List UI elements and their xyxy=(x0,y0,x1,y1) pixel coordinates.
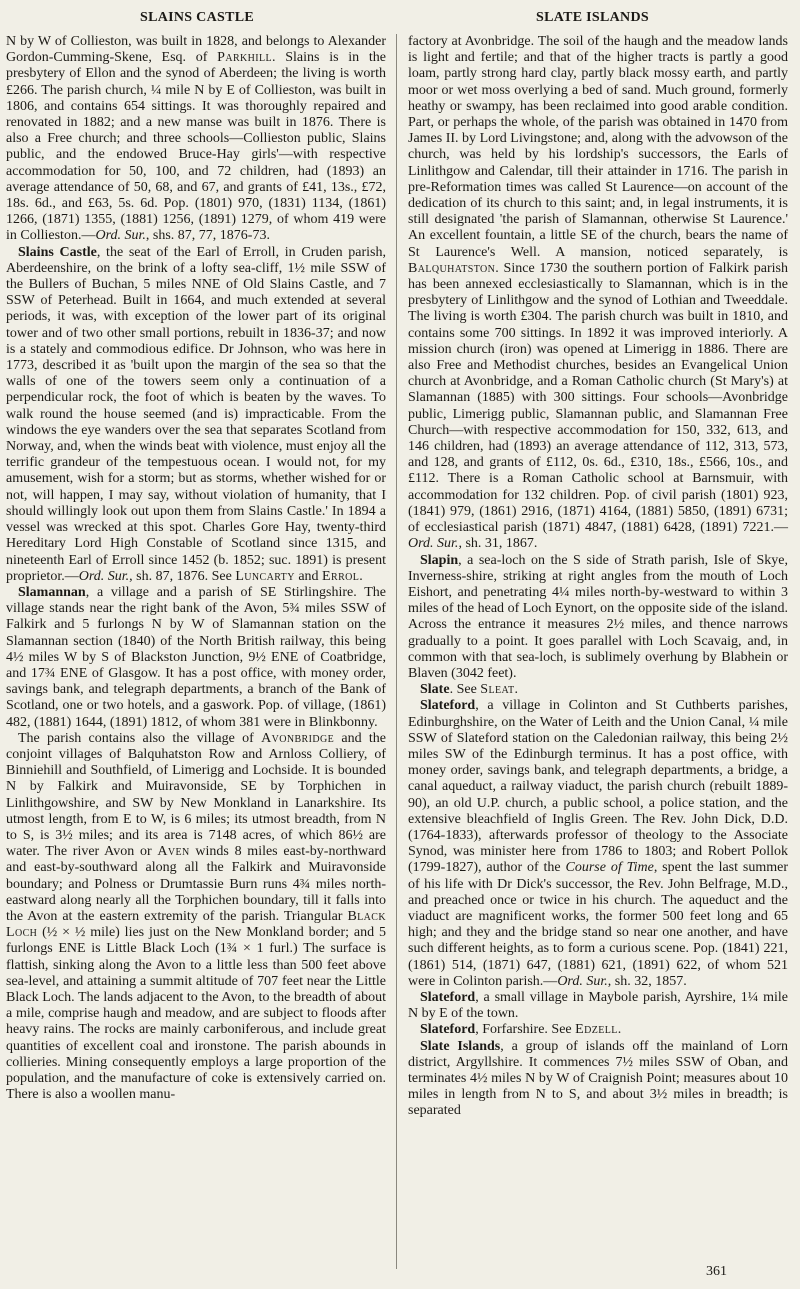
entry-slate: Slate. See Sleat. xyxy=(420,682,519,698)
entry-slains-continued: N by W of Collieston, was built in 1828, and belongs to Alexander Gordon-Cumming-Skene, Esq. of Parkhill. Slains is in the presbytery of Ellon and the synod of Aberdeen; the living is worth £266. The parish church, ¼ mile N by E of Collieston, was built in 1806, and contains 654 sittings. It was thoroughly repaired and renovated in 1882; and a new manse was built in 1876. There is also a Free church; and three schools—Collieston public, Slains public, and the endowed Bruce-Hay girls'—with respective accommodation for 50, 100, and 72 children, had (1893) an average attendance of 50, 68, and 67, and grants of £41, 13s., £72, 18s. 6d., and £63, 5s. 6d. Pop. (1801) 970, (1831) 1134, (1861) 1266, (1871) 1355, (1881) 1256, (1891) 1279, of whom 419 were in Collieston.—Ord. Sur., shs. 87, 77, 1876-73. xyxy=(6,34,386,244)
cross-reference: Edzell xyxy=(575,1022,618,1038)
entry-headword: Slains Castle xyxy=(18,244,97,260)
right-column xyxy=(408,34,788,1120)
cross-reference: Avonbridge xyxy=(261,730,335,746)
entry-headword: Slateford xyxy=(420,698,476,714)
book-title: Course of Time xyxy=(565,860,654,876)
citation: Ord. Sur. xyxy=(408,536,459,552)
entry-slamannan-parish: The parish contains also the village of Avonbridge and the conjoint villages of Balquhatston Row and Arnloss Colliery, of Binniehill and Southfield, of Limerigg and Lochside. It is bounded N by Falkirk and Muiravonside, SE by Torphichen in Linlithgowshire, and SW by New Monkland in Lanarkshire. Its utmost length, from E to W, is 6 miles; its utmost breadth, from N to S, is 3½ miles; and its area is 7148 acres, of which 86½ are water. The river Avon or Aven winds 8 miles east-by-northward and east-by-southward along all the Falkirk and Muiravonside boundary; and Polness or Drumtassie Burn runs 4¾ miles north-eastward along nearly all the Torphichen boundary, till it falls into the Avon at the eastern extremity of the parish. Triangular Black Loch (½ × ½ mile) lies just on the New Monkland border; and 5 furlongs ENE is Little Black Loch (1¾ × 1 furl.) The surface is flattish, sinking along the Avon to a little less than 500 feet above sea-level, and attaining a summit altitude of 707 feet near the Little Black Loch. The lands adjacent to the Avon, to the breadth of about a mile, comprise haugh and meadow, and are subject to floods after heavy rains. The rocks are mainly carboniferous, and include great quantities of excellent coal and ironstone. The parish abounds in collieries. Mining consequently employs a large proportion of the population, and the manufacture of coke is extensively carried on. There is also a woollen manu- xyxy=(6,730,386,1103)
citation: Ord. Sur. xyxy=(95,228,146,244)
entry-headword: Slateford xyxy=(420,1022,476,1038)
entry-headword: Slateford xyxy=(420,989,476,1005)
entry-slamannan: Slamannan, a village and a parish of SE Stirlingshire. The village stands near the right bank of the Avon, 5¾ miles SSW of Falkirk and 5 furlongs N by W of Slamannan station on the Slamannan section (1840) of the North British railway, this being 4½ miles W by S of Blackston Junction, 9½ ENE of Coatbridge, and 17¾ ENE of Glasgow. It has a post office, with money order, savings bank, and telegraph departments, a branch of the Bank of Scotland, one or two hotels, and a gaswork. Pop. of village, (1861) 482, (1881) 1644, (1891) 1812, of whom 381 were in Blinkbonny. xyxy=(6,584,386,730)
cross-reference: Sleat xyxy=(480,682,515,698)
entry-headword: Slapin xyxy=(420,552,459,568)
column-rule xyxy=(396,34,397,1269)
page-number: 361 xyxy=(706,1264,727,1279)
running-head-right: SLATE ISLANDS xyxy=(536,10,649,25)
entry-slateford-maybole: Slateford, a small village in Maybole parish, Ayrshire, 1¼ mile N by E of the town. xyxy=(408,989,788,1022)
cross-reference: Luncarty xyxy=(235,568,295,584)
cross-reference: Black Loch xyxy=(6,908,386,941)
entry-headword: Slate Islands xyxy=(420,1038,501,1054)
entry-slate-islands: Slate Islands, a group of islands off the mainland of Lorn district, Argyllshire. It commences 7½ miles SSW of Oban, and terminates 4½ miles N by W of Craignish Point; measures about 10 miles in length from N to S, and about 3½ miles in breadth; is separated xyxy=(408,1038,789,1119)
entry-slateford-forfarshire: Slateford, Forfarshire. See Edzell. xyxy=(420,1022,622,1038)
cross-reference: Balquhatston xyxy=(408,260,496,276)
entry-slains-castle: Slains Castle, the seat of the Earl of Erroll, in Cruden parish, Aberdeenshire, on the brink of a lofty sea-cliff, 1½ mile SSW of the Bullers of Buchan, 5 miles NNE of Old Slains Castle, and 7 SSW of Peterhead. Built in 1664, and much extended at several periods, it was, with exception of the lower part of its original tower and of two other small portions, rebuilt in 1836-37; and now is a stately and commodious edifice. Dr Johnson, who was here in 1773, described it as 'built upon the margin of the sea so that the walls of one of the towers seem only a continuation of a perpendicular rock, the foot of which is beaten by the waves. To walk round the house seemed (and is) impracticable. From the windows the eye wanders over the sea that separates Scotland from Norway, and, when the winds beat with violence, must enjoy all the terrific grandeur of the tempestuous ocean. I would not, for my amusement, wish for a storm; but as storms, whether wished for or not, will happen, I may say, without violation of humanity, that I should willingly look out upon them from Slains Castle.' In 1894 a vessel was wrecked at this spot. Charles Gore Hay, twenty-third Hereditary Lord High Constable of Scotland since 1315, and nineteenth Earl of Erroll since 1452 (b. 1852; suc. 1891) is present proprietor.—Ord. Sur., sh. 87, 1876. See Luncarty and Errol. xyxy=(6,244,387,584)
cross-reference: Aven xyxy=(157,844,190,860)
citation: Ord. Sur. xyxy=(557,973,608,989)
entry-slapin: Slapin, a sea-loch on the S side of Strath parish, Isle of Skye, Inverness-shire, striking at right angles from the mouth of Loch Eishort, and penetrating 4¼ miles north-by-westward to within 3 miles of the head of Loch Eynort, on the opposite side of the island. Across the entrance it measures 2½ miles, and thence narrows gradually to a point. It goes parallel with Loch Scavaig, and, in common with that sea-loch, is sublimely overhung by Blabhein or Blaven (3042 feet). xyxy=(408,552,788,681)
entry-slamannan-continued: factory at Avonbridge. The soil of the haugh and the meadow lands is light and fertile; and that of the higher tracts is partly a good loam, partly strong hard clay, partly black mossy earth, and partly moor or wet moss overlying a bed of sand. Much ground, formerly heathy or swampy, has been reclaimed into good arable condition. Part, or perhaps the whole, of the parish was obtained in 1470 from James II. by Lord Livingstone; and, along with the advowson of the church, was held by his lordship's successors, the Earls of Linlithgow and Calendar, till their attainder in 1716. The parish in pre-Reformation times was called St Laurence—on account of the dedication of its church to this saint; and, in legal instruments, it is still designated 'the parish of Slamannan, otherwise St Laurence.' An excellent fountain, a little SE of the church, bears the name of St Laurence's Well. A mansion, noticed separately, is Balquhatston. Since 1730 the southern portion of Falkirk parish has been annexed ecclesiastically to Slamannan, which is in the presbytery of Linlithgow and the synod of Lothian and Tweeddale. The living is worth £304. The parish church was built in 1810, and contains some 700 sittings. In 1892 it was improved interiorly. A mission church (iron) was opened at Limerigg in 1886. There are also Free and Methodist churches, besides an Evangelical Union church at Avonbridge, and a Roman Catholic church (St Mary's) at Slamannan (1885) with 300 sittings. Four schools—Avonbridge public, Limerigg public, Slamannan public, and Slamannan Free Church—with respective accommodation for 150, 332, 613, and 146 children, had (1893) an average attendance of 112, 313, 573, and 128, and grants of £112, 0s. 6d., £310, 18s., £566, 10s., and £112. There is a Roman Catholic school at Barnsmuir, with accommodation for 132 children. Pop. of civil parish (1801) 923, (1841) 979, (1861) 2916, (1871) 4164, (1881) 5850, (1891) 6731; of ecclesiastical parish (1871) 4847, (1881) 6428, (1891) 7221.—Ord. Sur., sh. 31, 1867. xyxy=(408,34,788,552)
running-head xyxy=(0,10,800,30)
entry-headword: Slamannan xyxy=(18,584,86,600)
running-head-left: SLAINS CASTLE xyxy=(140,10,254,25)
citation: Ord. Sur. xyxy=(78,568,130,584)
left-column xyxy=(6,34,386,1103)
entry-slateford-colinton: Slateford, a village in Colinton and St Cuthberts parishes, Edinburghshire, on the Water of Leith and the Union Canal, ¼ mile SSW of Slateford station on the Caledonian railway, this being 2½ miles SW of the Edinburgh terminus. It has a post office, with money order, savings bank, and telegraph departments, a bridge, a canal aqueduct, a railway viaduct, the parish church (rebuilt 1889-90), an old U.P. church, a public school, a police station, and the extensive bleachfield of Inglis Green. The Rev. John Dick, D.D. (1764-1833), afterwards professor of theology to the Associate Synod, was minister here from 1786 to 1803; and Robert Pollok (1799-1827), author of the Course of Time, spent the last summer of his life with Dr Dick's successor, the Rev. John Belfrage, M.D., and preached once or twice in his church. The aqueduct and the viaduct are magnificent works, the former 500 feet long and 65 high; and they and the bridge stand so near one another, and have such different heights, as to form a curious scene. Pop. (1841) 221, (1861) 514, (1871) 647, (1881) 621, (1891) 622, of whom 521 were in Colinton parish.—Ord. Sur., sh. 32, 1857. xyxy=(408,698,788,989)
cross-reference: Parkhill xyxy=(217,50,273,66)
cross-reference: Errol xyxy=(322,568,360,584)
entry-headword: Slate xyxy=(420,682,450,698)
